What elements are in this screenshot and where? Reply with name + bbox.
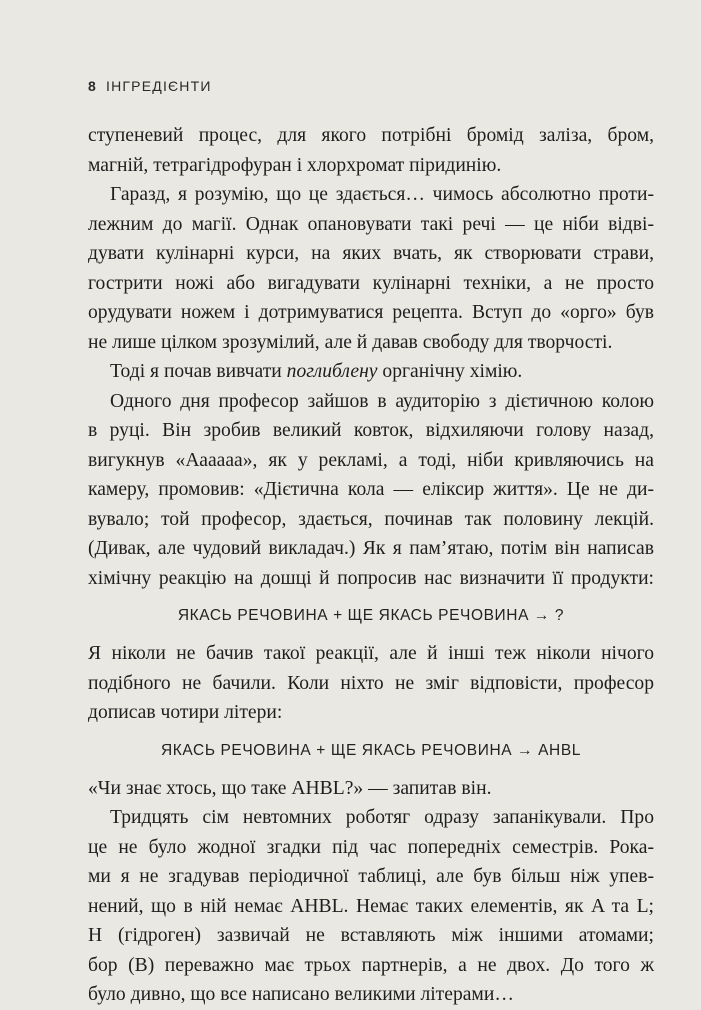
paragraph-line: було дивно, що все написано великими літерами…	[88, 984, 514, 1005]
paragraph-line: це не було жодної згадки під час попередніх семестрів. Рока-	[88, 836, 654, 858]
paragraph-line: нений, що в ній немає AHBL. Немає таких елементів, як A та L;	[88, 895, 654, 917]
paragraph-line: «Чи знає хтось, що таке AHBL?» — запитав він.	[88, 777, 492, 799]
paragraph-line: вигукнув «Аааааа», як у рекламі, а тоді, ніби кривляючись на	[88, 449, 654, 471]
text-run: органічну хімію.	[377, 361, 523, 382]
body-text	[88, 121, 654, 1010]
text-run: Тоді я почав вивчати	[110, 361, 287, 382]
emphasized-word: поглиблену	[286, 361, 378, 382]
paragraph-line: ступеневий процес, для якого потрібні бромід заліза, бром,	[88, 125, 654, 146]
paragraph-line	[88, 357, 654, 387]
paragraph-line: в руці. Він зробив великий ковток, відхиляючи голову назад,	[88, 420, 654, 441]
paragraph-line: вувало; той професор, здається, починав так половину лекцій.	[88, 508, 654, 530]
paragraph-line: подібного не бачили. Коли ніхто не зміг відповісти, професор	[88, 672, 654, 694]
paragraph-line: Одного дня професор зайшов в аудиторію з дієтичною колою	[110, 390, 654, 412]
paragraph-line: бор (B) переважно має трьох партнерів, а не двох. До того ж	[88, 954, 654, 976]
running-header	[88, 78, 212, 94]
paragraph-line: дописав чотири літери:	[88, 702, 283, 723]
paragraph-line: магній, тетрагідрофуран і хлорхромат піридинію.	[88, 154, 502, 176]
reaction-formula: ЯКАСЬ РЕЧОВИНА + ЩЕ ЯКАСЬ РЕЧОВИНА → ?	[177, 607, 565, 624]
running-title: ІНГРЕДІЄНТИ	[106, 78, 212, 94]
paragraph-line: орудувати ножем і дотримуватися рецепта. Вступ до «орго» був	[88, 302, 654, 323]
paragraph-line: камеру, промовив: «Дієтична кола — еліксир життя». Це не ди-	[88, 479, 654, 500]
paragraph-line: лежним до магії. Однак опановувати такі речі — це ніби відві-	[88, 213, 654, 235]
paragraph-line: (Дивак, але чудовий викладач.) Як я пам’ятаю, потім він написав	[88, 538, 654, 559]
paragraph-line: ми я не згадував періодичної таблиці, але був більш ніж упев-	[88, 866, 654, 887]
paragraph-line: дувати кулінарні курси, на яких вчать, як створювати страви,	[88, 243, 654, 264]
paragraph-line: Я ніколи не бачив такої реакції, але й інші теж ніколи нічого	[88, 643, 654, 664]
paragraph-line: хімічну реакцію на дошці й попросив нас визначити її продукти:	[88, 567, 654, 589]
paragraph-line: не лише цілком зрозумілий, але й давав свободу для творчості.	[88, 331, 613, 353]
paragraph-line: гострити ножі або вигадувати кулінарні техніки, а не просто	[88, 272, 654, 294]
paragraph-line: H (гідроген) зазвичай не вставляють між іншими атомами;	[88, 925, 654, 946]
reaction-formula: ЯКАСЬ РЕЧОВИНА + ЩЕ ЯКАСЬ РЕЧОВИНА → AHBL	[161, 741, 581, 759]
paragraph-line: Гаразд, я розумію, що це здається… чимось абсолютно проти-	[110, 184, 654, 205]
page-number: 8	[88, 78, 97, 94]
paragraph-line: Тридцять сім невтомних роботяг одразу запанікували. Про	[110, 807, 654, 828]
